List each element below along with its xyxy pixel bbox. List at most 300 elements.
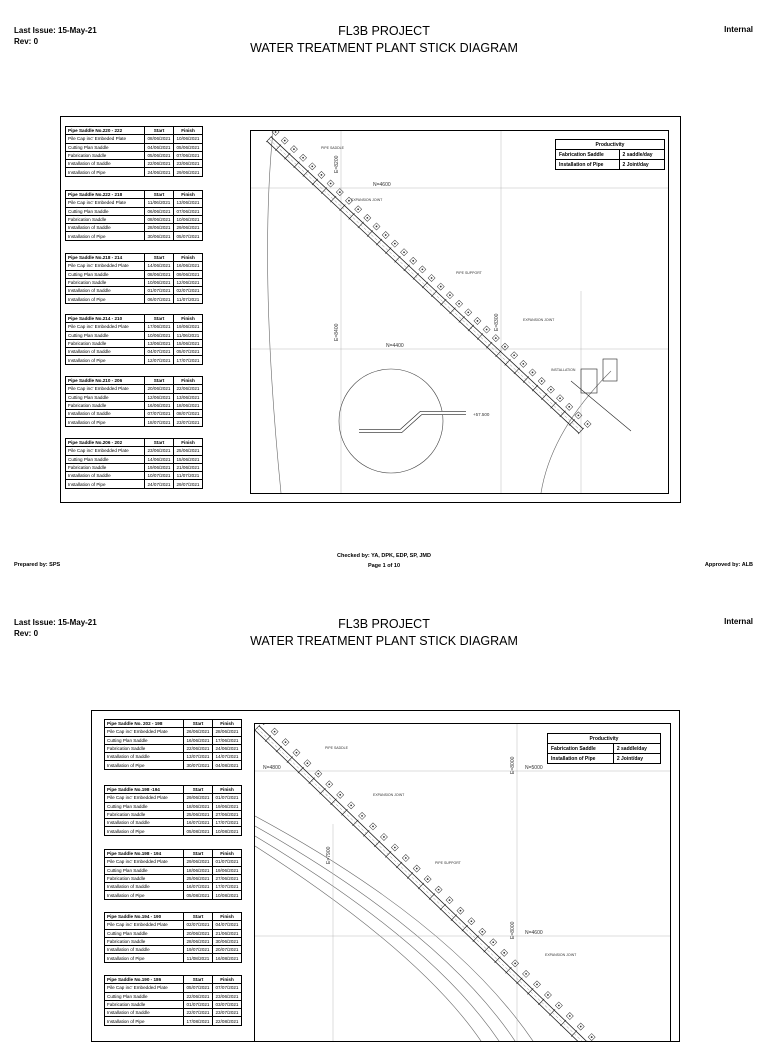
finish-date: 12/06/2021 — [174, 278, 203, 286]
finish-date: 30/06/2021 — [213, 937, 242, 945]
start-header: Start — [184, 913, 213, 921]
table-row — [105, 984, 242, 992]
start-date: 14/06/2021 — [145, 455, 174, 463]
last-issue: Last Issue: 15-May-21 — [14, 618, 97, 627]
detail-circle — [339, 369, 443, 473]
classification-label: Internal — [724, 617, 753, 626]
equipment — [581, 369, 597, 393]
schedule-table — [65, 253, 203, 304]
saddle-pile — [449, 294, 451, 296]
productivity-rate: 2 Joint/day — [619, 160, 664, 170]
productivity-title: Productivity — [548, 734, 661, 744]
saddle-pile — [431, 277, 433, 279]
saddle-pile — [357, 208, 359, 210]
saddle-line — [413, 273, 419, 279]
saddle-pile — [577, 415, 579, 417]
activity-name: Cutting Plan Saddle — [105, 929, 184, 937]
productivity-table — [547, 733, 661, 764]
table-row — [66, 348, 203, 356]
equipment — [603, 359, 617, 381]
saddle-pile — [460, 910, 462, 912]
start-date: 04/06/2021 — [145, 143, 174, 151]
finish-date: 23/07/2021 — [174, 418, 203, 426]
saddle-pile — [449, 899, 451, 901]
saddle-pile — [492, 941, 494, 943]
saddle-line — [363, 830, 369, 836]
activity-name: Fabrication Saddle — [105, 874, 184, 882]
finish-date: 05/06/2021 — [174, 143, 203, 151]
start-date: 16/06/2021 — [184, 736, 213, 744]
table-row — [105, 866, 242, 874]
start-date: 22/07/2021 — [184, 1009, 213, 1017]
activity-name: Pile Cap inc' Embedded Plate — [66, 323, 145, 331]
finish-date: 17/07/2021 — [213, 819, 242, 827]
finish-date: 10/06/2021 — [174, 135, 203, 143]
start-date: 30/07/2021 — [184, 761, 213, 769]
drawing-frame — [91, 710, 680, 1042]
activity-name: Pile Cap inc' Embeded Plate — [66, 135, 145, 143]
saddle-line — [255, 725, 260, 731]
table-row — [105, 1009, 242, 1017]
activity-name: Installation of Saddle — [66, 287, 145, 295]
finish-date: 10/06/2021 — [174, 215, 203, 223]
start-date: 19/06/2021 — [145, 463, 174, 471]
schedule-table — [104, 849, 242, 900]
activity-name: Installation of Saddle — [66, 348, 145, 356]
activity-name: Pile Cap inc' Embedded Plate — [66, 385, 145, 393]
saddle-pile — [394, 847, 396, 849]
schedule-table — [65, 438, 203, 489]
activity-name: Installation of Saddle — [105, 753, 184, 761]
table-row — [66, 410, 203, 418]
start-date: 04/07/2021 — [145, 348, 174, 356]
activity-name: Installation of Pipe — [105, 954, 184, 962]
table-row — [105, 946, 242, 954]
document-title: WATER TREATMENT PLANT STICK DIAGRAM — [250, 634, 518, 648]
drawing-note: EXPANSION JOINT — [545, 953, 577, 957]
start-date: 08/06/2021 — [145, 270, 174, 278]
table-row — [105, 1017, 242, 1025]
schedule-title: Pipe Saddle No.206 - 202 — [66, 439, 145, 447]
grid-label: N=4800 — [263, 765, 281, 771]
finish-date: 17/06/2021 — [213, 736, 242, 744]
activity-name: Pile Cap inc' Embedded Plate — [66, 447, 145, 455]
drawing-note: EXPANSION JOINT — [373, 793, 405, 797]
saddle-line — [352, 820, 358, 826]
start-date: 10/07/2021 — [145, 472, 174, 480]
productivity-item: Installation of Pipe — [556, 160, 620, 170]
pipe-branch — [571, 381, 631, 431]
finish-header: Finish — [174, 315, 203, 323]
start-date: 08/06/2021 — [145, 215, 174, 223]
activity-name: Installation of Pipe — [66, 168, 145, 176]
finish-date: 21/06/2021 — [213, 929, 242, 937]
schedule-title: Pipe Saddle No.220 - 222 — [66, 127, 145, 135]
saddle-pile — [587, 423, 589, 425]
finish-date: 10/08/2021 — [213, 891, 242, 899]
start-header: Start — [145, 439, 174, 447]
schedule-title: Pipe Saddle No.194 - 190 — [105, 913, 184, 921]
finish-date: 29/06/2021 — [174, 168, 203, 176]
productivity-item: Fabrication Saddle — [556, 150, 620, 160]
table-row — [66, 215, 203, 223]
productivity-rate: 2 saddle/day — [613, 744, 660, 754]
start-date: 05/08/2021 — [184, 827, 213, 835]
start-header: Start — [145, 315, 174, 323]
start-date: 12/06/2021 — [145, 393, 174, 401]
finish-header: Finish — [213, 720, 242, 728]
table-row — [66, 207, 203, 215]
saddle-pile — [438, 889, 440, 891]
table-row — [105, 992, 242, 1000]
last-issue: Last Issue: 15-May-21 — [14, 26, 97, 35]
activity-name: Installation of Saddle — [105, 819, 184, 827]
table-row — [105, 736, 242, 744]
activity-name: Installation of Pipe — [66, 418, 145, 426]
activity-name: Installation of Pipe — [66, 232, 145, 240]
table-row — [66, 224, 203, 232]
schedule-title: Pipe Saddle No.210 - 206 — [66, 377, 145, 385]
finish-date: 04/08/2021 — [213, 761, 242, 769]
saddle-pile — [541, 380, 543, 382]
table-row — [66, 455, 203, 463]
start-date: 30/06/2021 — [145, 232, 174, 240]
finish-date: 23/06/2021 — [174, 160, 203, 168]
table-row — [66, 143, 203, 151]
start-date: 14/06/2021 — [145, 262, 174, 270]
grid-label: N=4600 — [525, 930, 543, 936]
saddle-pile — [550, 389, 552, 391]
saddle-line — [541, 394, 547, 400]
drawing-frame — [60, 116, 681, 503]
activity-name: Cutting Plan Saddle — [66, 393, 145, 401]
saddle-pile — [328, 783, 330, 785]
finish-date: 02/07/2021 — [174, 287, 203, 295]
table-row — [66, 393, 203, 401]
document-title: WATER TREATMENT PLANT STICK DIAGRAM — [250, 41, 518, 55]
finish-date: 16/06/2021 — [174, 262, 203, 270]
finish-date: 14/07/2021 — [213, 753, 242, 761]
start-date: 25/06/2021 — [184, 874, 213, 882]
table-row — [66, 356, 203, 364]
drawing-note: EXPANSION JOINT — [523, 318, 555, 322]
table-row — [105, 883, 242, 891]
finish-date: 15/06/2021 — [174, 455, 203, 463]
start-header: Start — [184, 786, 213, 794]
finish-date: 09/06/2021 — [174, 270, 203, 278]
saddle-pile — [569, 1015, 571, 1017]
activity-name: Pile Cap inc' Embeded Plate — [66, 199, 145, 207]
project-title: FL3B PROJECT — [338, 24, 430, 38]
finish-date: 23/06/2021 — [213, 992, 242, 1000]
saddle-pile — [284, 140, 286, 142]
start-date: 05/06/2021 — [145, 151, 174, 159]
activity-name: Installation of Pipe — [105, 827, 184, 835]
finish-date: 25/06/2021 — [174, 447, 203, 455]
productivity-table — [555, 139, 665, 170]
table-row — [105, 827, 242, 835]
start-header: Start — [145, 254, 174, 262]
saddle-pile — [275, 131, 277, 133]
table-row — [66, 418, 203, 426]
saddle-pile — [558, 1005, 560, 1007]
start-header: Start — [184, 976, 213, 984]
saddle-pile — [403, 251, 405, 253]
activity-name: Cutting Plan Saddle — [66, 207, 145, 215]
finish-date: 07/06/2021 — [174, 151, 203, 159]
saddle-pile — [568, 406, 570, 408]
start-date: 11/08/2021 — [184, 954, 213, 962]
activity-name: Fabrication Saddle — [66, 339, 145, 347]
table-row — [66, 447, 203, 455]
start-date: 16/07/2021 — [184, 819, 213, 827]
start-header: Start — [145, 377, 174, 385]
start-date: 22/06/2021 — [184, 744, 213, 752]
finish-date: 22/06/2021 — [174, 385, 203, 393]
finish-date: 03/07/2021 — [213, 1000, 242, 1008]
start-date: 28/06/2021 — [145, 224, 174, 232]
activity-name: Installation of Saddle — [66, 224, 145, 232]
saddle-line — [331, 799, 337, 805]
finish-date: 22/08/2021 — [213, 1017, 242, 1025]
road-edge — [255, 836, 501, 1042]
grid-label: E=7900 — [326, 846, 332, 864]
finish-date: 05/07/2021 — [174, 232, 203, 240]
table-row — [66, 270, 203, 278]
finish-date: 29/06/2021 — [174, 224, 203, 232]
revision: Rev: 0 — [14, 37, 39, 46]
table-row — [66, 339, 203, 347]
finish-date: 07/07/2021 — [213, 984, 242, 992]
grid-label: E=8000 — [510, 756, 516, 774]
table-row — [66, 168, 203, 176]
start-date: 24/07/2021 — [145, 480, 174, 488]
drawing-note: PIPE SUPPORT — [435, 861, 461, 865]
table-row — [66, 480, 203, 488]
saddle-pile — [302, 157, 304, 159]
table-row — [105, 761, 242, 769]
finish-date: 10/08/2021 — [213, 827, 242, 835]
start-date: 10/06/2021 — [145, 278, 174, 286]
finish-date: 27/06/2021 — [213, 810, 242, 818]
finish-date: 20/07/2021 — [213, 946, 242, 954]
saddle-pile — [385, 234, 387, 236]
finish-date: 01/07/2021 — [213, 858, 242, 866]
start-date: 29/06/2021 — [184, 794, 213, 802]
page-2 — [0, 604, 768, 1024]
productivity-title: Productivity — [556, 140, 665, 150]
saddle-line — [395, 256, 401, 262]
saddle-pile — [350, 804, 352, 806]
detail-pipe-inner — [359, 413, 466, 431]
start-date: 12/07/2021 — [145, 356, 174, 364]
activity-name: Cutting Plan Saddle — [66, 455, 145, 463]
table-row — [105, 929, 242, 937]
checked-by: Checked by: YA, DPK, EDP, SP, JMD — [337, 553, 431, 559]
saddle-pile — [470, 920, 472, 922]
activity-name: Cutting Plan Saddle — [105, 736, 184, 744]
start-date: 11/06/2021 — [145, 199, 174, 207]
activity-name: Installation of Saddle — [105, 883, 184, 891]
saddle-pile — [372, 826, 374, 828]
start-header: Start — [145, 127, 174, 135]
saddle-pile — [481, 931, 483, 933]
saddle-pile — [458, 303, 460, 305]
table-row — [105, 874, 242, 882]
table-row — [66, 278, 203, 286]
start-date: 20/06/2021 — [184, 929, 213, 937]
saddle-pile — [274, 731, 276, 733]
schedule-table — [65, 376, 203, 427]
activity-name: Installation of Pipe — [105, 891, 184, 899]
finish-date: 29/07/2021 — [174, 480, 203, 488]
schedule-table — [65, 126, 203, 177]
table-row — [105, 819, 242, 827]
grid-label: E=8200 — [334, 155, 340, 173]
table-row — [66, 232, 203, 240]
activity-name: Pile Cap inc' Embedded Plate — [105, 794, 184, 802]
grid-label: E=8300 — [494, 313, 500, 331]
finish-header: Finish — [213, 850, 242, 858]
road-edge — [255, 846, 483, 1042]
saddle-pile — [421, 269, 423, 271]
saddle-pile — [405, 857, 407, 859]
grid-label: E=8400 — [334, 323, 340, 341]
activity-name: Installation of Pipe — [105, 761, 184, 769]
schedule-table — [104, 975, 242, 1026]
table-row — [105, 753, 242, 761]
finish-date: 15/06/2021 — [174, 339, 203, 347]
finish-date: 27/06/2021 — [213, 874, 242, 882]
activity-name: Cutting Plan Saddle — [105, 866, 184, 874]
saddle-pile — [383, 836, 385, 838]
table-row — [66, 287, 203, 295]
start-date: 06/06/2021 — [145, 207, 174, 215]
table-row — [66, 160, 203, 168]
table-row — [66, 323, 203, 331]
table-row — [105, 810, 242, 818]
finish-date: 16/08/2021 — [213, 954, 242, 962]
activity-name: Fabrication Saddle — [66, 278, 145, 286]
finish-date: 21/06/2021 — [174, 463, 203, 471]
grid-label: N=4600 — [373, 182, 391, 188]
stick-diagram — [250, 130, 669, 494]
activity-name: Fabrication Saddle — [105, 1000, 184, 1008]
pipe-route-drawing — [255, 724, 670, 1042]
saddle-pile — [503, 952, 505, 954]
table-row — [105, 937, 242, 945]
saddle-pile — [486, 329, 488, 331]
finish-date: 05/07/2021 — [174, 348, 203, 356]
grid-label: N=4400 — [386, 343, 404, 349]
activity-name: Fabrication Saddle — [66, 215, 145, 223]
start-date: 05/07/2021 — [184, 984, 213, 992]
start-header: Start — [184, 720, 213, 728]
saddle-pile — [513, 354, 515, 356]
saddle-pile — [394, 243, 396, 245]
table-row — [66, 331, 203, 339]
table-row — [66, 199, 203, 207]
finish-date: 19/06/2021 — [174, 323, 203, 331]
finish-header: Finish — [213, 786, 242, 794]
schedule-table — [65, 314, 203, 365]
saddle-line — [374, 841, 380, 847]
activity-name: Fabrication Saddle — [105, 810, 184, 818]
table-row — [66, 472, 203, 480]
activity-name: Pile Cap inc' Embedded Plate — [105, 858, 184, 866]
activity-name: Fabrication Saddle — [105, 744, 184, 752]
table-row — [66, 295, 203, 303]
saddle-pile — [321, 174, 323, 176]
saddle-pile — [330, 183, 332, 185]
activity-name: Fabrication Saddle — [66, 151, 145, 159]
prepared-by: Prepared by: SPS — [14, 562, 61, 568]
activity-name: Cutting Plan Saddle — [105, 992, 184, 1000]
schedule-table — [104, 719, 242, 770]
start-date: 13/06/2021 — [145, 339, 174, 347]
saddle-pile — [591, 1036, 593, 1038]
start-date: 26/06/2021 — [184, 728, 213, 736]
saddle-pile — [477, 320, 479, 322]
table-row — [66, 151, 203, 159]
start-date: 29/06/2021 — [184, 858, 213, 866]
activity-name: Fabrication Saddle — [66, 401, 145, 409]
saddle-pile — [467, 311, 469, 313]
saddle-line — [523, 376, 529, 382]
table-row — [66, 401, 203, 409]
finish-header: Finish — [174, 254, 203, 262]
saddle-pile — [427, 878, 429, 880]
activity-name: Cutting Plan Saddle — [66, 270, 145, 278]
activity-name: Pile Cap inc' Embedded Plate — [66, 262, 145, 270]
table-row — [66, 463, 203, 471]
saddle-pile — [525, 973, 527, 975]
start-date: 16/06/2021 — [145, 401, 174, 409]
saddle-line — [320, 788, 326, 794]
road-edge — [268, 131, 281, 493]
schedule-title: Pipe Saddle No. 202 - 198 — [105, 720, 184, 728]
table-row — [105, 794, 242, 802]
saddle-pile — [532, 372, 534, 374]
saddle-pile — [317, 773, 319, 775]
saddle-pile — [522, 363, 524, 365]
schedule-table — [104, 912, 242, 963]
drawing-note: INSTALLATION — [551, 368, 576, 372]
activity-name: Installation of Saddle — [66, 472, 145, 480]
activity-name: Pile Cap inc' Embedded Plate — [105, 921, 184, 929]
activity-name: Cutting Plan Saddle — [105, 802, 184, 810]
start-date: 18/07/2021 — [145, 418, 174, 426]
finish-date: 24/06/2021 — [213, 744, 242, 752]
activity-name: Fabrication Saddle — [66, 463, 145, 471]
start-date: 02/07/2021 — [184, 921, 213, 929]
level-label: +57.500 — [473, 412, 490, 417]
start-date: 17/08/2021 — [184, 1017, 213, 1025]
finish-date: 23/07/2021 — [213, 1009, 242, 1017]
saddle-pile — [580, 1026, 582, 1028]
start-date: 05/08/2021 — [184, 891, 213, 899]
saddle-pile — [348, 200, 350, 202]
revision: Rev: 0 — [14, 629, 39, 638]
activity-name: Cutting Plan Saddle — [66, 143, 145, 151]
start-date: 23/06/2021 — [145, 447, 174, 455]
schedule-table — [104, 785, 242, 836]
saddle-pile — [296, 752, 298, 754]
start-date: 20/06/2021 — [145, 385, 174, 393]
finish-date: 08/07/2021 — [174, 410, 203, 418]
pipe-line — [255, 730, 583, 1042]
table-row — [105, 728, 242, 736]
